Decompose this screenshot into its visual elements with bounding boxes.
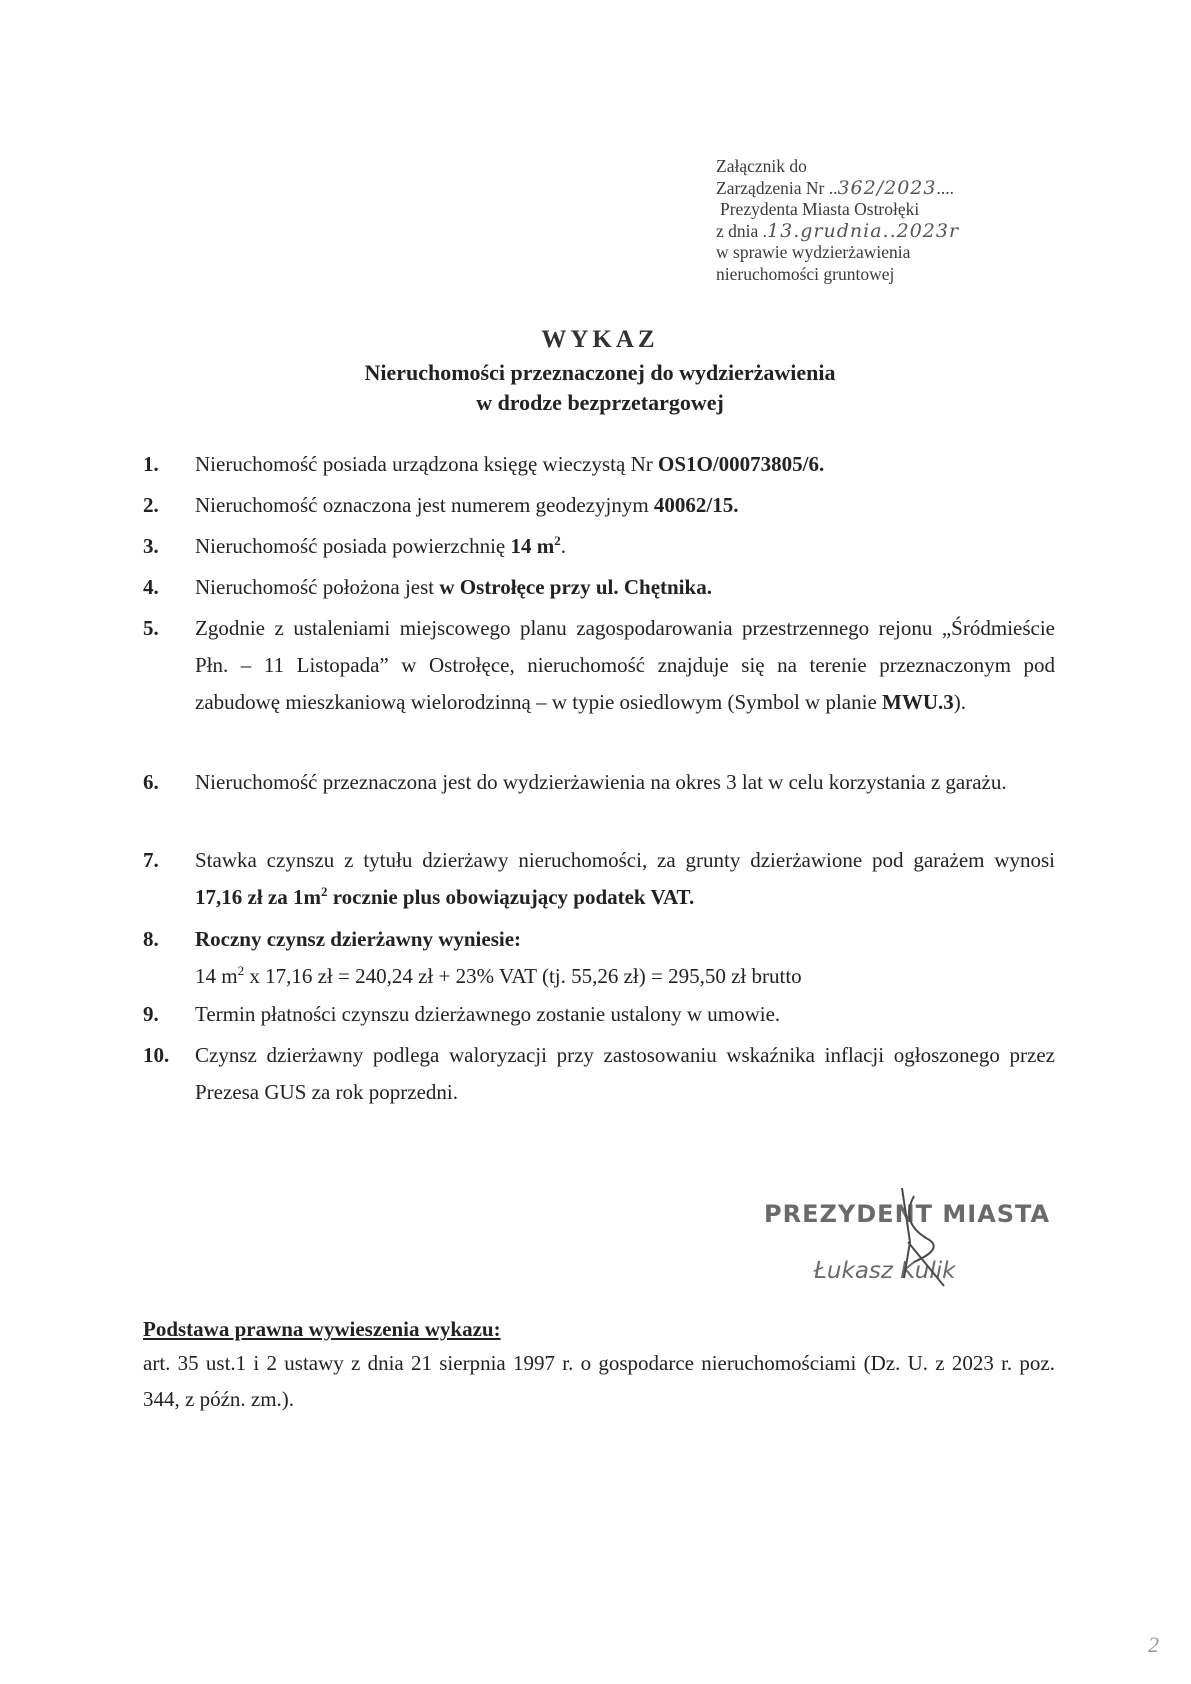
list-item: 5. Zgodnie z ustaleniami miejscowego planu zagospodarowania przestrzennego rejonu „Śródmieście Płn. – 11 Listopada” w Ostrołęce, nieruchomość znajduje się na terenie przeznaczonym pod zabudowę mieszkaniową wielorodzinną – w typie osiedlowym (Symbol w planie MWU.3). [143,616,1055,714]
handwritten-date: 13.grudnia..2023r [767,219,960,242]
list-item: 10. Czynsz dzierżawny podlega waloryzacji przy zastosowaniu wskaźnika inflacji ogłoszonego przez Prezesa GUS za rok poprzedni. [143,1043,1055,1104]
rent-calculation: 14 $m^2$ x 17,16 zł = 240,24 zł + 23% VAT (tj. 55,26 zł) = 295,50 zł brutto [195,963,802,988]
attachment-line-2: Zarządzenia Nr ..362/2023.... [716,176,954,199]
list-item: 4. Nieruchomość położona jest w Ostrołęce przy ul. Chętnika. [143,575,712,599]
title-subline-1: Nieruchomości przeznaczonej do wydzierżawienia [364,360,836,385]
signature-stamp [764,1190,1051,1300]
legal-basis-text: art. 35 ust.1 i 2 ustawy z dnia 21 sierpnia 1997 r. o gospodarce nieruchomościami (Dz. U. z 2023 r. poz. 344, z późn. zm.). [143,1351,1055,1411]
list-item: 1. Nieruchomość posiada urządzona księgę wieczystą Nr OS1O/00073805/6. [143,452,825,476]
attachment-line-1: Załącznik do [716,156,807,176]
attachment-line-6: nieruchomości gruntowej [716,263,895,284]
list-item: 9. Termin płatności czynszu dzierżawnego zostanie ustalony w umowie. [143,1002,781,1026]
legal-basis-title: Podstawa prawna wywieszenia wykazu: [143,1317,501,1341]
list-item: 6. Nieruchomość przeznaczona jest do wydzierżawienia na okres 3 lat w celu korzystania z garażu. [143,770,1007,794]
handwritten-ordinance-number: 362/2023 [837,176,937,199]
title-main: WYKAZ [541,326,659,353]
handwritten-signature [874,1182,964,1302]
list-item: 8. Roczny czynsz dzierżawny wyniesie: 14 $m^2$ x 17,16 zł = 240,24 zł + 23% VAT (tj. 55,26 zł) = 295,50 zł brutto [143,921,1055,999]
list-item: 2. Nieruchomość oznaczona jest numerem geodezyjnym 40062/15. [143,493,739,517]
attachment-line-4: z dnia .13.grudnia..2023r [716,219,960,242]
attachment-note [716,156,1036,285]
items-list [143,450,1055,1111]
stamp-name: Łukasz Kulik [814,1258,956,1284]
list-item: 7. Stawka czynszu z tytułu dzierżawy nieruchomości, za grunty dzierżawione pod garażem wynosi 17,16 zł za $1m^2$ rocznie plus obowiązujący podatek VAT. [143,848,1055,909]
legal-basis [143,1315,1055,1417]
page-number: 2 [1148,1632,1159,1657]
attachment-line-3: Prezydenta Miasta Ostrołęki [720,199,920,219]
stamp-title: PREZYDENT MIASTA [764,1200,1051,1228]
attachment-line-5: w sprawie wydzierżawienia [716,242,911,262]
list-item: 3. Nieruchomość posiada powierzchnię 14 $m^2$. [143,533,566,558]
title-subline-2: w drodze bezprzetargowej [476,390,724,415]
document-title [240,326,960,418]
